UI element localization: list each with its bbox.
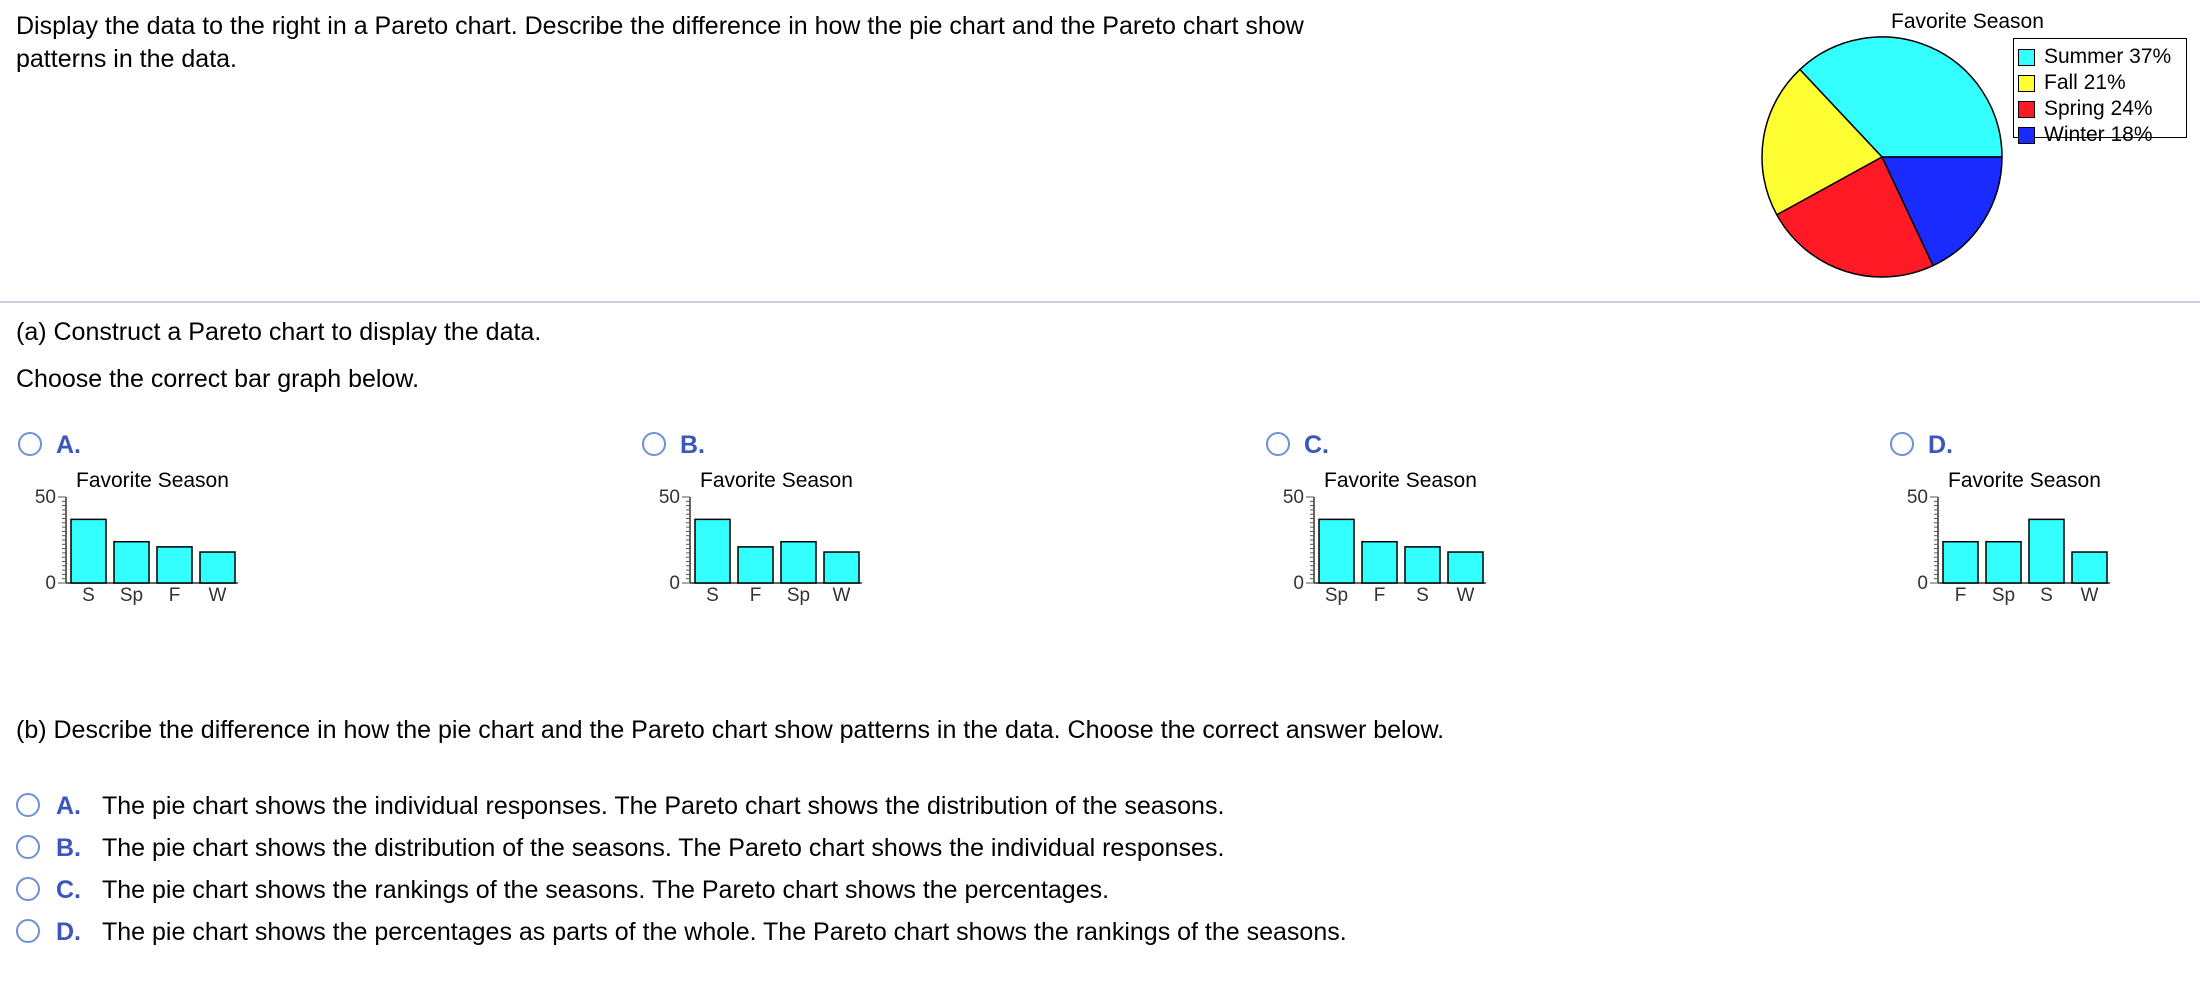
part-a-option-b-chart (640, 486, 880, 606)
part-b-option-b[interactable] (16, 831, 1516, 867)
bar-sp (1319, 519, 1354, 583)
pie-chart (1755, 8, 2200, 288)
part-b-heading: (b) Describe the difference in how the pie chart and the Pareto chart show patterns in the data. Choose the correct answer below. (16, 716, 1445, 744)
legend-swatch-summer (2018, 49, 2035, 66)
part-a-option-c[interactable] (1264, 430, 1504, 690)
bar-f (738, 547, 773, 583)
x-tick-label-sp: Sp (1991, 585, 2016, 606)
x-tick-label-s: S (2040, 585, 2053, 606)
part-b-option-a[interactable] (16, 789, 1516, 825)
legend-label-winter: Winter 18% (2044, 123, 2153, 146)
part-a-option-a-chart-title: Favorite Season (76, 469, 229, 492)
part-a-instruction: Choose the correct bar graph below. (16, 365, 420, 393)
part-b-option-d-letter: D. (56, 918, 81, 946)
legend-swatch-spring (2018, 101, 2035, 118)
y-tick-label-min: 0 (45, 573, 56, 594)
part-a-option-a[interactable] (16, 430, 256, 690)
pie-legend (2013, 38, 2187, 146)
bar-f (1943, 542, 1978, 583)
x-tick-label-f: F (168, 585, 181, 606)
part-b-option-d[interactable] (16, 915, 1516, 951)
legend-swatch-fall (2018, 75, 2035, 92)
x-tick-label-w: W (208, 585, 227, 606)
pie-chart-plot (1755, 8, 2015, 288)
x-tick-label-sp: Sp (1324, 585, 1349, 606)
x-tick-label-s: S (82, 585, 95, 606)
x-tick-label-f: F (749, 585, 762, 606)
legend-item-fall (2018, 70, 2186, 96)
bar-s (695, 519, 730, 583)
part-b-option-b-radio[interactable] (16, 835, 40, 859)
part-a-option-a-chart (16, 486, 256, 606)
question-prompt: Display the data to the right in a Pareto chart. Describe the difference in how the pie chart and the Pareto chart show patterns in the data. (16, 12, 1304, 73)
legend-item-winter (2018, 122, 2186, 148)
bar-s (71, 519, 106, 583)
part-b-option-c[interactable] (16, 873, 1516, 909)
part-a-option-d-radio[interactable] (1890, 432, 1914, 456)
section-divider (0, 301, 2200, 303)
y-tick-label-min: 0 (669, 573, 680, 594)
y-tick-label-min: 0 (1293, 573, 1304, 594)
part-a-heading: (a) Construct a Pareto chart to display the data. (16, 318, 542, 346)
bar-w (1448, 552, 1483, 583)
bar-w (2072, 552, 2107, 583)
part-a-option-d-chart-title: Favorite Season (1948, 469, 2101, 492)
x-tick-label-s: S (706, 585, 719, 606)
part-a-option-b-chart-title: Favorite Season (700, 469, 853, 492)
y-tick-label-max: 50 (658, 487, 680, 508)
part-a-option-d-letter: D. (1928, 431, 1953, 459)
part-a-option-b-letter: B. (680, 431, 705, 459)
x-tick-label-sp: Sp (786, 585, 811, 606)
part-a-option-d-chart (1888, 486, 2128, 606)
part-a-option-c-chart-title: Favorite Season (1324, 469, 1477, 492)
x-tick-label-f: F (1373, 585, 1386, 606)
x-tick-label-sp: Sp (119, 585, 144, 606)
x-tick-label-s: S (1416, 585, 1429, 606)
part-a-option-b[interactable] (640, 430, 880, 690)
bar-s (1405, 547, 1440, 583)
bar-f (157, 547, 192, 583)
x-tick-label-w: W (832, 585, 851, 606)
y-tick-label-max: 50 (1282, 487, 1304, 508)
part-a-option-b-radio[interactable] (642, 432, 666, 456)
legend-item-summer (2018, 44, 2186, 70)
legend-label-spring: Spring 24% (2044, 97, 2153, 120)
y-tick-label-max: 50 (34, 487, 56, 508)
part-b-option-a-radio[interactable] (16, 793, 40, 817)
part-a-option-a-radio[interactable] (18, 432, 42, 456)
legend-label-fall: Fall 21% (2044, 71, 2126, 94)
y-tick-label-min: 0 (1917, 573, 1928, 594)
part-b-option-b-text: The pie chart shows the distribution of the seasons. The Pareto chart shows the individual responses. (102, 834, 1225, 862)
part-a-option-c-chart (1264, 486, 1504, 606)
part-b-option-c-radio[interactable] (16, 877, 40, 901)
part-b-option-b-letter: B. (56, 834, 81, 862)
bar-sp (114, 542, 149, 583)
part-a-option-c-letter: C. (1304, 431, 1329, 459)
part-b-option-c-text: The pie chart shows the rankings of the seasons. The Pareto chart shows the percentages. (102, 876, 1110, 904)
bar-f (1362, 542, 1397, 583)
part-b-option-d-text: The pie chart shows the percentages as parts of the whole. The Pareto chart shows the rankings of the seasons. (102, 918, 1347, 946)
pie-chart-title: Favorite Season (1891, 10, 2044, 33)
x-tick-label-w: W (1456, 585, 1475, 606)
x-tick-label-w: W (2080, 585, 2099, 606)
part-a-option-a-letter: A. (56, 431, 81, 459)
bar-w (200, 552, 235, 583)
part-b-option-c-letter: C. (56, 876, 81, 904)
legend-label-summer: Summer 37% (2044, 45, 2172, 68)
bar-sp (781, 542, 816, 583)
part-a-option-d[interactable] (1888, 430, 2128, 690)
part-b-option-a-letter: A. (56, 792, 81, 820)
legend-swatch-winter (2018, 127, 2035, 144)
bar-w (824, 552, 859, 583)
part-b-option-d-radio[interactable] (16, 919, 40, 943)
legend-item-spring (2018, 96, 2186, 122)
part-b-option-a-text: The pie chart shows the individual responses. The Pareto chart shows the distribution of the seasons. (102, 792, 1225, 820)
x-tick-label-f: F (1954, 585, 1967, 606)
bar-sp (1986, 542, 2021, 583)
bar-s (2029, 519, 2064, 583)
part-a-option-c-radio[interactable] (1266, 432, 1290, 456)
y-tick-label-max: 50 (1906, 487, 1928, 508)
